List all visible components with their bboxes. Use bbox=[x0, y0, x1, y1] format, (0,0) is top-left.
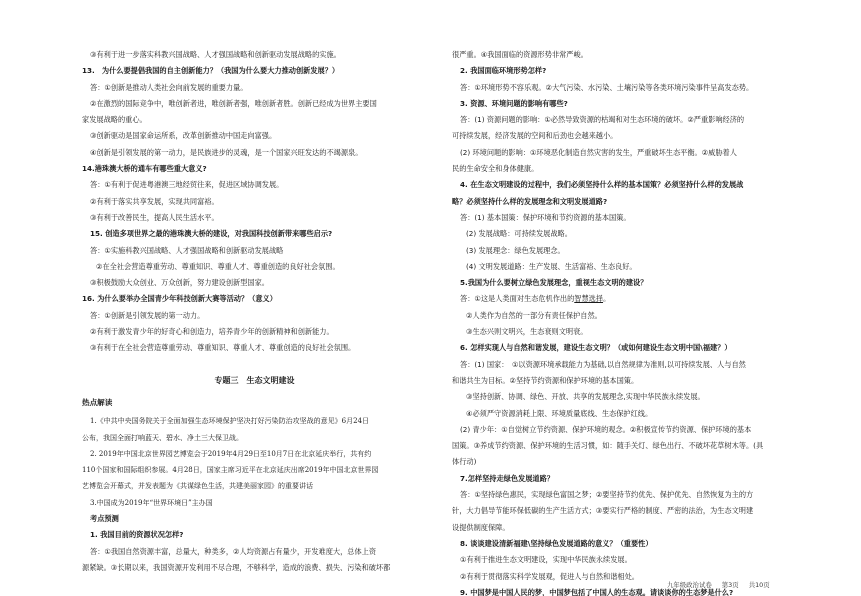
question-15: 15. 创造多项世界之最的港珠澳大桥的建设，对我国科技创新带来哪些启示? bbox=[90, 229, 333, 239]
topic-title: 专题三 生态文明建设 bbox=[214, 375, 295, 385]
right-column bbox=[452, 47, 790, 596]
text-line: 民的生命安全和身体健康。 bbox=[452, 164, 539, 174]
question-4: 4. 在生态文明建设的过程中，我们必须坚持什么样的基本国策？必须坚持什么样的发展战 bbox=[460, 180, 744, 190]
text-line: 答：①创新是推动人类社会向前发展的重要力量。 bbox=[90, 82, 248, 92]
text-line: 1.《中共中央国务院关于全面加强生态环境保护坚决打好污染防治攻坚战的意见》6月24日 bbox=[90, 417, 370, 426]
question-9: 9. 中国梦是中国人民的梦，中国梦包括了中国人的生态观。请谈谈你的生态梦是什么? bbox=[460, 587, 734, 596]
text-line: 艺博览会开幕式，并发表题为《共谋绿色生活，共建美丽家园》的重要讲话 bbox=[82, 482, 313, 491]
text-line: 答：①有利于促进粤港澳三地经贸往来，促进区域协调发展。 bbox=[90, 180, 284, 190]
text-line: ③有利于在全社会营造尊重劳动、尊重知识、尊重人才、尊重创造的良好社会氛围。 bbox=[90, 343, 356, 353]
text-line: 很严重。④我国面临的资源形势非常严峻。 bbox=[452, 50, 588, 59]
text-line: ②有利于落实共享发展，实现共同富裕。 bbox=[90, 196, 219, 206]
section-predictions: 考点预测 bbox=[90, 514, 119, 524]
question-5: 5.我国为什么要树立绿色发展理念，重视生态文明的建设？ bbox=[460, 278, 648, 288]
question-14: 14.港珠澳大桥的通车有哪些重大意义? bbox=[82, 164, 207, 174]
text-segment: 答：①这是人类面对生态危机作出的 bbox=[460, 294, 575, 304]
question-2: 2. 我国面临环境形势怎样? bbox=[460, 66, 547, 76]
text-line: ④创新是引领发展的第一动力，是民族进步的灵魂，是一个国家兴旺发达的不竭源泉。 bbox=[90, 147, 363, 157]
text-line: 家发展战略的重心。 bbox=[82, 115, 147, 125]
text-line: ③生态兴则文明兴，生态衰则文明衰。 bbox=[466, 327, 588, 337]
text-line: (3) 发展理念：绿色发展理念。 bbox=[466, 245, 565, 255]
text-line: 针，大力倡导节能环保低碳的生产生活方式；③要实行严格的制度、严密的法治，为生态文明建 bbox=[452, 506, 754, 516]
text-line: 答：(1) 国家： ①以资源环境承载能力为基础,以自然规律为准则,以可持续发展、人与自然 bbox=[460, 359, 746, 369]
text-line: ③有利于进一步落实科教兴国战略、人才强国战略和创新驱动发展战略的实施。 bbox=[90, 50, 341, 59]
prediction-question-1: 1. 我国目前的资源状况怎样? bbox=[90, 530, 184, 540]
text-line: ②在全社会营造尊重劳动、尊重知识、尊重人才、尊重创造的良好社会氛围。 bbox=[96, 261, 340, 271]
text-line: ②在激烈的国际竞争中，唯创新者进，唯创新者强，唯创新者胜。创新已经成为世界主要国 bbox=[90, 98, 377, 108]
text-line: ②有利于激发青少年的好奇心和创造力，培养青少年的创新精神和创新能力。 bbox=[90, 327, 334, 337]
footer-exam-name: 九年级政治试卷 bbox=[667, 581, 712, 589]
footer-total-pages: 共10页 bbox=[748, 581, 770, 589]
text-line: ③积极鼓励大众创业、万众创新，努力建设创新型国家。 bbox=[90, 278, 269, 288]
text-line: 答：①创新是引领发展的第一动力。 bbox=[90, 310, 205, 320]
text-line: ②有利于贯彻落实科学发展观，促进人与自然和谐相处。 bbox=[460, 571, 639, 581]
section-hot-topics: 热点解读 bbox=[82, 397, 113, 407]
text-line: 答：(1) 基本国策：保护环境和节约资源的基本国策。 bbox=[460, 212, 631, 222]
question-3: 3. 资源、环境问题的影响有哪些? bbox=[460, 98, 568, 108]
text-line: 110个国家和国际组织参展。4月28日，国家主席习近平在北京延庆出席2019年中国北京世界园 bbox=[82, 466, 379, 475]
question-16: 16. 为什么要举办全国青少年科技创新大赛等活动？（意义） bbox=[82, 294, 277, 304]
text-line: 体行动) bbox=[452, 457, 477, 467]
text-line: ③有利于改善民生，提高人民生活水平。 bbox=[90, 212, 219, 222]
text-line: 3.中国成为2019年“世界环境日”主办国 bbox=[90, 498, 213, 507]
text-line: ③坚持创新、协调、绿色、开放、共享的发展理念,实现中华民族永续发展。 bbox=[466, 392, 705, 402]
text-line: (2) 环境问题的影响：①环境恶化制造自然灾害的发生，严重破坏生态平衡。②威胁着人 bbox=[460, 147, 737, 157]
text-line: ③创新驱动是国家命运所系，改革创新推动中国走向富强。 bbox=[90, 131, 277, 141]
question-8: 8. 谈谈建设清新福建\坚持绿色发展道路的意义？（重要性） bbox=[460, 538, 653, 548]
question-6: 6. 怎样实现人与自然和谐发展，建设生态文明？（或如何建设生态文明中国\福建？） bbox=[460, 343, 732, 353]
text-line: 源紧缺。③长期以来，我国资源开发利用不尽合理，不够科学，造成的浪费、损失、污染和破坏都 bbox=[82, 562, 391, 572]
text-segment: 。 bbox=[603, 294, 611, 304]
text-line: (2) 发展战略：可持续发展战略。 bbox=[466, 229, 572, 239]
underlined-phrase: 智慧选择 bbox=[574, 294, 604, 304]
footer-page-number: 第3页 bbox=[721, 581, 739, 589]
text-line: (4) 文明发展道路：生产发展、生活富裕、生态良好。 bbox=[466, 261, 637, 271]
text-line: 答：①实施科教兴国战略、人才强国战略和创新驱动发展战略 bbox=[90, 245, 284, 255]
text-line: 可持续发展，经济发展的空间和后劲也会越来越小。 bbox=[452, 131, 618, 141]
text-line: 设提供制度保障。 bbox=[452, 522, 510, 532]
text-line: 公布，我国全面打响蓝天、碧水、净土三大保卫战。 bbox=[82, 433, 243, 442]
question-4-cont: 略？必须坚持什么样的发展理念和文明发展道路? bbox=[452, 196, 608, 206]
text-line: 答：①我国自然资源丰富，总量大，种类多，②人均资源占有量少，开发难度大，总体上资 bbox=[90, 546, 377, 556]
question-13: 13. 为什么要提倡我国的自主创新能力？（我国为什么要大力推动创新发展？） bbox=[82, 66, 340, 76]
text-line bbox=[452, 291, 790, 307]
text-line: 和谐共生为目标。②坚持节约资源和保护环境的基本国策。 bbox=[452, 375, 639, 385]
text-line: ①有利于推进生态文明建设，实现中华民族永续发展。 bbox=[460, 555, 632, 565]
text-line: 答：①环境形势不容乐观。②大气污染、水污染、土壤污染等各类环境污染事件呈高发态势。 bbox=[460, 82, 754, 92]
question-7: 7.怎样坚持走绿色发展道路？ bbox=[460, 473, 554, 483]
text-line: ②人类作为自然的一部分有责任保护自然。 bbox=[466, 310, 602, 320]
text-line: ④必须严守资源消耗上限、环境质量底线、生态保护红线。 bbox=[466, 408, 653, 418]
page-footer bbox=[667, 580, 778, 589]
text-line: (2) 青少年：①自觉树立节约资源、保护环境的观念。②积极宣传节约资源、保护环境的基本 bbox=[460, 424, 752, 434]
left-column bbox=[82, 47, 427, 576]
text-line: 答：①坚持绿色惠民，实现绿色富国之梦；②要坚持节约优先、保护优先、自然恢复为主的方 bbox=[460, 490, 754, 500]
text-line: 答：(1) 资源问题的影响：①必然导致资源的枯竭和对生态环境的破坏。②严重影响经济的 bbox=[460, 115, 745, 125]
text-line: 国策。③养成节约资源、保护环境的生活习惯，如：随手关灯、绿色出行、不破坏花草树木等。(具 bbox=[452, 441, 764, 451]
text-line: 2. 2019年中国北京世界园艺博览会于2019年4月29日至10月7日在北京延庆举行，共有约 bbox=[90, 449, 372, 458]
